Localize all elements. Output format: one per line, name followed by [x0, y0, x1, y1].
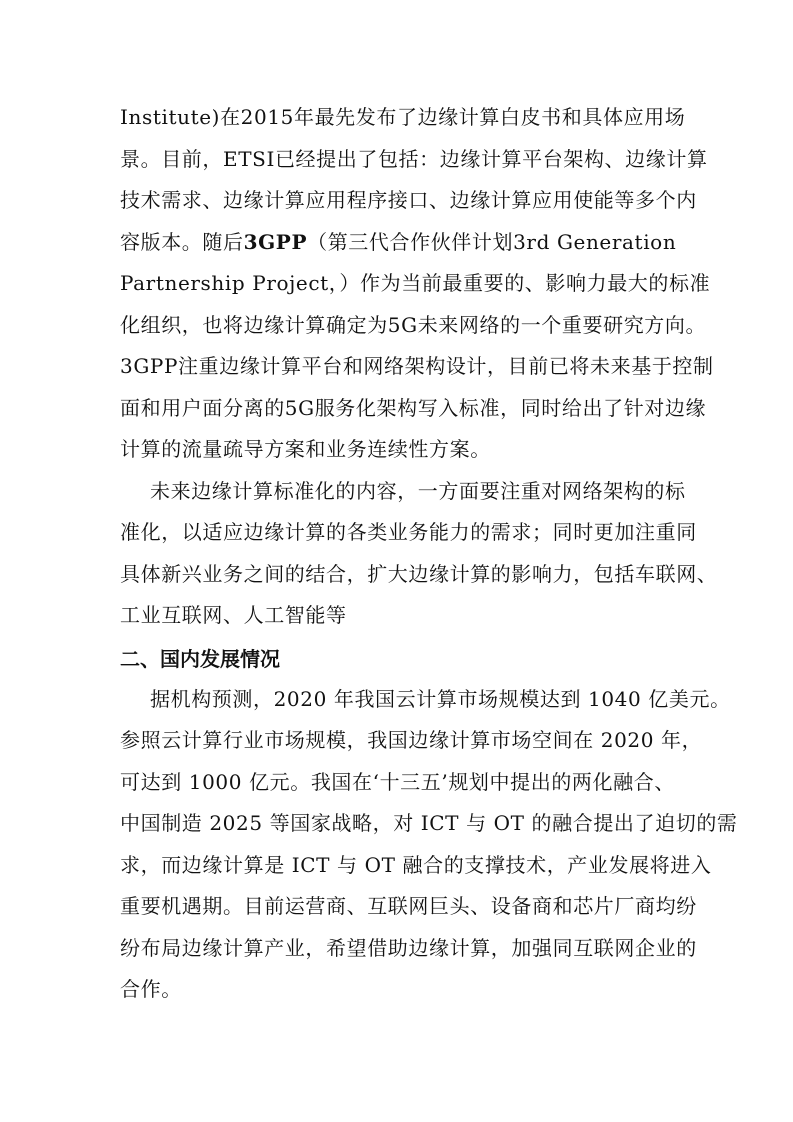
p1-line-4-text-a: 容版本。随后	[120, 230, 244, 254]
p2-line-2: 准化，以适应边缘计算的各类业务能力的需求；同时更加注重同	[120, 520, 697, 544]
p1-line-1: Institute)在2015年最先发布了边缘计算白皮书和具体应用场	[120, 105, 686, 129]
p1-line-7: 3GPP注重边缘计算平台和网络架构设计，目前已将未来基于控制	[120, 354, 714, 378]
p2-line-4: 工业互联网、人工智能等	[120, 603, 347, 627]
p2-line-3: 具体新兴业务之间的结合，扩大边缘计算的影响力，包括车联网、	[120, 562, 718, 586]
section-heading: 二、国内发展情况	[120, 647, 280, 671]
p1-line-9: 计算的流量疏导方案和业务连续性方案。	[120, 437, 491, 461]
p1-line-8: 面和用户面分离的5G服务化架构写入标准，同时给出了针对边缘	[120, 396, 707, 420]
p2-line-1: 未来边缘计算标准化的内容，一方面要注重对网络架构的标	[150, 479, 686, 503]
p3-line-4: 中国制造 2025 等国家战略，对 ICT 与 OT 的融合提出了迫切的需	[120, 811, 738, 835]
p1-line-4	[120, 230, 680, 254]
p3-line-5: 求，而边缘计算是 ICT 与 OT 融合的支撑技术，产业发展将进入	[120, 853, 712, 877]
p1-line-6: 化组织，也将边缘计算确定为5G未来网络的一个重要研究方向。	[120, 313, 707, 337]
p3-line-3: 可达到 1000 亿元。我国在‘十三五’规划中提出的两化融合、	[120, 770, 675, 794]
p3-line-7: 纷布局边缘计算产业，希望借助边缘计算，加强同互联网企业的	[120, 936, 697, 960]
p3-line-8: 合作。	[120, 977, 182, 1001]
p1-line-2: 景。目前，ETSI已经提出了包括：边缘计算平台架构、边缘计算	[120, 147, 708, 171]
p1-line-5: Partnership Project，）作为当前最重要的、影响力最大的标准	[120, 271, 711, 295]
p3-line-6: 重要机遇期。目前运营商、互联网巨头、设备商和芯片厂商均纷	[120, 894, 697, 918]
p3-line-2: 参照云计算行业市场规模，我国边缘计算市场空间在 2020 年，	[120, 728, 703, 752]
p3-line-1: 据机构预测，2020 年我国云计算市场规模达到 1040 亿美元。	[150, 687, 731, 711]
p1-line-3: 技术需求、边缘计算应用程序接口、边缘计算应用使能等多个内	[120, 188, 697, 212]
p1-line-4-text-c: （第三代合作伙伴计划3rd Generation	[307, 230, 677, 254]
p1-line-4-3gpp: 3GPP	[243, 230, 308, 254]
